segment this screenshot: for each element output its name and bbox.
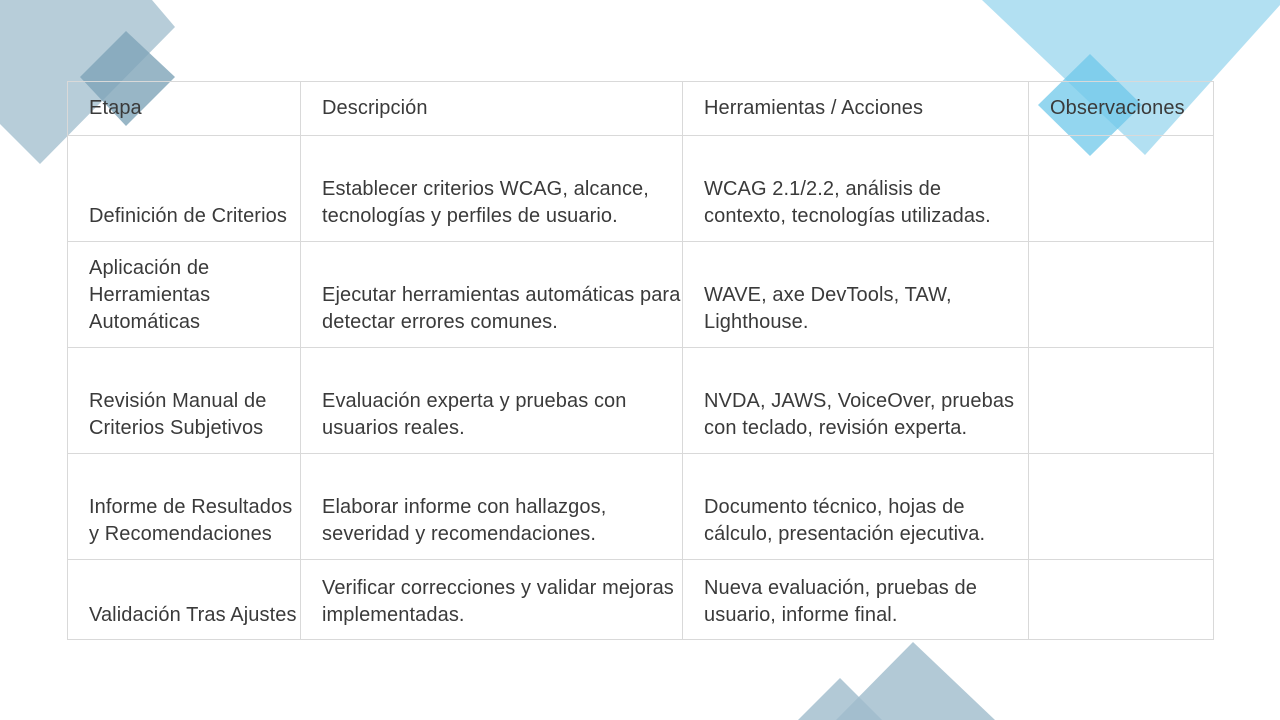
- evaluation-stages-table-container: [67, 81, 1213, 639]
- cell-descripcion: Verificar correcciones y validar mejoras implementadas.: [301, 560, 683, 640]
- cell-etapa: Informe de Resultados y Recomendaciones: [68, 454, 301, 560]
- cell-descripcion: Elaborar informe con hallazgos, severidad y recomendaciones.: [301, 454, 683, 560]
- cell-herramientas: Nueva evaluación, pruebas de usuario, informe final.: [683, 560, 1029, 640]
- cell-descripcion: Establecer criterios WCAG, alcance, tecnologías y perfiles de usuario.: [301, 136, 683, 242]
- cell-descripcion: Evaluación experta y pruebas con usuarios reales.: [301, 348, 683, 454]
- cell-herramientas: NVDA, JAWS, VoiceOver, pruebas con teclado, revisión experta.: [683, 348, 1029, 454]
- table-row: [68, 560, 1214, 640]
- cell-observaciones: [1029, 454, 1214, 560]
- cell-observaciones: [1029, 136, 1214, 242]
- table-row: [68, 242, 1214, 348]
- column-header-descripcion: Descripción: [301, 82, 683, 136]
- cell-observaciones: [1029, 242, 1214, 348]
- cell-herramientas: WAVE, axe DevTools, TAW, Lighthouse.: [683, 242, 1029, 348]
- column-header-observaciones: Observaciones: [1029, 82, 1214, 136]
- cell-etapa: Definición de Criterios: [68, 136, 301, 242]
- cell-herramientas: WCAG 2.1/2.2, análisis de contexto, tecnologías utilizadas.: [683, 136, 1029, 242]
- evaluation-stages-table: [67, 81, 1214, 640]
- table-row: [68, 136, 1214, 242]
- column-header-herramientas: Herramientas / Acciones: [683, 82, 1029, 136]
- cell-etapa: Revisión Manual de Criterios Subjetivos: [68, 348, 301, 454]
- cell-observaciones: [1029, 348, 1214, 454]
- cell-etapa: Validación Tras Ajustes: [68, 560, 301, 640]
- table-header-row: [68, 82, 1214, 136]
- column-header-etapa: Etapa: [68, 82, 301, 136]
- table-row: [68, 348, 1214, 454]
- cell-observaciones: [1029, 560, 1214, 640]
- cell-etapa: Aplicación de Herramientas Automáticas: [68, 242, 301, 348]
- cell-herramientas: Documento técnico, hojas de cálculo, presentación ejecutiva.: [683, 454, 1029, 560]
- table-row: [68, 454, 1214, 560]
- cell-descripcion: Ejecutar herramientas automáticas para detectar errores comunes.: [301, 242, 683, 348]
